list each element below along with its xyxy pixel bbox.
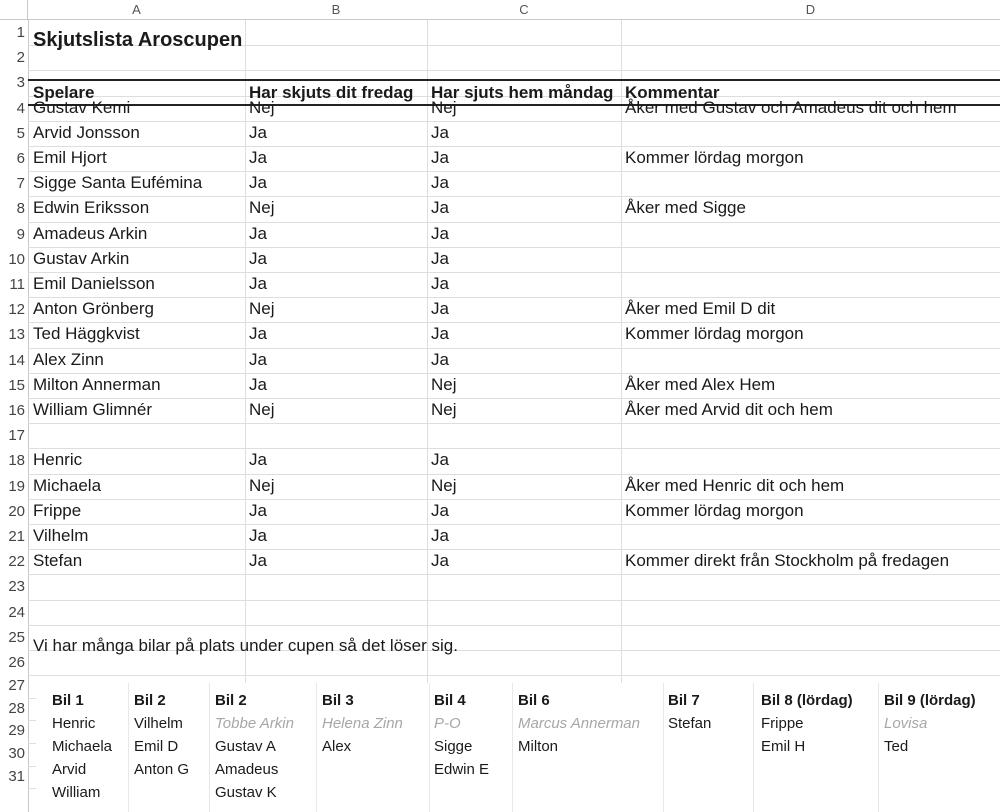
players-mon-cell[interactable]: Ja	[431, 122, 449, 142]
parents-fri-cell[interactable]: Ja	[249, 450, 267, 470]
players-name-cell[interactable]: Emil Hjort	[33, 148, 107, 167]
row-header[interactable]: 16	[8, 402, 25, 419]
row-header[interactable]: 21	[8, 528, 25, 545]
row-header[interactable]: 12	[8, 301, 25, 319]
select-all-corner[interactable]	[0, 0, 28, 20]
row-header[interactable]: 5	[16, 124, 25, 142]
players-mon-cell[interactable]: Ja	[431, 248, 449, 268]
row-header[interactable]: 8	[16, 200, 25, 218]
row-header[interactable]: 20	[8, 502, 25, 520]
parents-mon-cell[interactable]: Ja	[431, 500, 449, 520]
car-row29-cell[interactable]: Milton	[518, 738, 559, 755]
row-header[interactable]: 19	[8, 477, 25, 495]
car-row29-cell[interactable]: Emil D	[134, 738, 179, 755]
car-headers-cell[interactable]: Bil 9 (lördag)	[884, 692, 976, 709]
gridline-horizontal	[28, 698, 36, 699]
players-comment-cell[interactable]: Åker med Alex Hem	[625, 374, 776, 394]
gridline-horizontal	[28, 272, 1000, 273]
car-row29-cell[interactable]: Sigge	[434, 738, 473, 755]
players-name-cell[interactable]: Amadeus Arkin	[33, 223, 148, 243]
gridline-horizontal	[28, 171, 1000, 172]
gridline-horizontal	[28, 373, 1000, 374]
header-spelare[interactable]: Spelare	[33, 83, 95, 102]
players-mon-cell[interactable]: Ja	[431, 349, 449, 369]
row-header[interactable]: 10	[8, 250, 25, 268]
gridline-horizontal	[28, 423, 1000, 424]
players-mon-cell[interactable]: Nej	[431, 374, 457, 394]
players-comment-cell[interactable]: Åker med Emil D dit	[625, 299, 776, 319]
row-header[interactable]: 30	[8, 745, 25, 762]
gridline-horizontal	[28, 625, 1000, 626]
row-header[interactable]: 1	[16, 24, 25, 41]
gridline-horizontal	[28, 788, 36, 789]
car-drivers-cell[interactable]: Marcus Annerman	[518, 715, 640, 732]
gridline-vertical	[427, 20, 428, 683]
header-fredag[interactable]: Har skjuts dit fredag	[249, 83, 414, 102]
car-headers-cell[interactable]: Bil 4	[434, 692, 466, 709]
players-fri-cell[interactable]: Ja	[249, 248, 267, 268]
parents-comment-cell[interactable]: Åker med Henric dit och hem	[625, 475, 845, 495]
players-name-cell[interactable]: William Glimnér	[33, 400, 152, 419]
parents-name-cell[interactable]: Henric	[33, 450, 83, 470]
row-header[interactable]: 15	[8, 376, 25, 394]
players-name-cell[interactable]: Sigge Santa Eufémina	[33, 173, 203, 193]
gridline-horizontal	[28, 121, 1000, 122]
header-mandag[interactable]: Har sjuts hem måndag	[431, 83, 614, 102]
parents-fri-cell[interactable]: Nej	[249, 475, 275, 495]
car-row29-cell[interactable]: Michaela	[52, 738, 113, 755]
players-mon-cell[interactable]: Nej	[431, 400, 457, 419]
car-row31-cell[interactable]: Gustav K	[215, 784, 277, 801]
car-headers-cell[interactable]: Bil 2	[134, 692, 166, 709]
table-divider	[209, 683, 210, 812]
column-header-a[interactable]: A	[28, 0, 245, 20]
parents-fri-cell[interactable]: Ja	[249, 526, 267, 545]
gridline-horizontal	[28, 743, 36, 744]
parents-fri-cell[interactable]: Ja	[249, 551, 267, 571]
players-name-cell[interactable]: Ted Häggkvist	[33, 324, 140, 344]
row-header[interactable]: 3	[16, 74, 25, 92]
players-mon-cell[interactable]: Ja	[431, 198, 449, 218]
players-fri-cell[interactable]: Nej	[249, 97, 275, 117]
parents-mon-cell[interactable]: Ja	[431, 526, 449, 545]
car-headers-cell[interactable]: Bil 3	[322, 692, 354, 709]
car-drivers-cell[interactable]: Frippe	[761, 715, 804, 732]
parents-fri-cell[interactable]: Ja	[249, 500, 267, 520]
car-drivers-cell[interactable]: Lovisa	[884, 715, 928, 732]
players-name-cell[interactable]: Milton Annerman	[33, 374, 161, 394]
car-headers-cell[interactable]: Bil 8 (lördag)	[761, 692, 853, 709]
players-fri-cell[interactable]: Ja	[249, 274, 267, 293]
gridline-horizontal	[28, 196, 1000, 197]
gridline-vertical	[621, 20, 622, 683]
players-mon-cell[interactable]: Ja	[431, 223, 449, 243]
row-header-divider	[28, 20, 29, 812]
car-drivers-cell[interactable]: Helena Zinn	[322, 715, 403, 732]
row-header[interactable]: 11	[9, 276, 25, 293]
gridline-horizontal	[28, 70, 1000, 71]
players-mon-cell[interactable]: Ja	[431, 299, 449, 319]
car-drivers-cell[interactable]: Vilhelm	[134, 715, 183, 732]
gridline-horizontal	[28, 524, 1000, 525]
gridline-horizontal	[28, 574, 1000, 575]
gridline-horizontal	[28, 600, 1000, 601]
column-header-d[interactable]: D	[621, 0, 1000, 20]
car-row31-cell[interactable]: William	[52, 784, 101, 801]
players-name-cell[interactable]: Edwin Eriksson	[33, 198, 150, 218]
gridline-horizontal	[28, 448, 1000, 449]
players-name-cell[interactable]: Anton Grönberg	[33, 299, 154, 319]
row-header[interactable]: 31	[8, 767, 25, 785]
players-comment-cell[interactable]: Åker med Sigge	[625, 198, 746, 218]
car-drivers-cell[interactable]: Tobbe Arkin	[215, 715, 294, 732]
row-header[interactable]: 29	[8, 722, 25, 740]
car-row30-cell[interactable]: Edwin E	[434, 761, 490, 778]
gridline-horizontal	[28, 348, 1000, 349]
parents-name-cell[interactable]: Michaela	[33, 475, 102, 495]
table-divider	[753, 683, 754, 812]
players-fri-cell[interactable]: Nej	[249, 400, 275, 419]
gridline-horizontal	[28, 474, 1000, 475]
players-fri-cell[interactable]: Ja	[249, 324, 267, 344]
players-fri-cell[interactable]: Ja	[249, 173, 267, 193]
gridline-horizontal	[28, 549, 1000, 550]
parents-comment-cell[interactable]: Kommer lördag morgon	[625, 500, 804, 520]
gridline-horizontal	[28, 720, 36, 721]
table-divider	[878, 683, 879, 812]
players-fri-cell[interactable]: Nej	[249, 299, 275, 319]
sheet-title[interactable]: Skjutslista Aroscupen	[33, 29, 243, 51]
car-headers-cell[interactable]: Bil 1	[52, 692, 84, 709]
parents-mon-cell[interactable]: Ja	[431, 551, 449, 571]
row-header[interactable]: 17	[8, 427, 25, 445]
players-mon-cell[interactable]: Ja	[431, 173, 449, 193]
gridline-vertical	[245, 20, 246, 683]
table-divider	[128, 683, 129, 812]
car-headers-cell[interactable]: Bil 6	[518, 692, 550, 709]
row-header[interactable]: 23	[8, 578, 25, 596]
players-mon-cell[interactable]: Nej	[431, 97, 457, 117]
players-fri-cell[interactable]: Ja	[249, 374, 267, 394]
car-row29-cell[interactable]: Alex	[322, 738, 352, 755]
players-fri-cell[interactable]: Nej	[249, 198, 275, 218]
row-header[interactable]: 18	[8, 452, 25, 470]
gridline-horizontal	[28, 247, 1000, 248]
players-name-cell[interactable]: Gustav Kemi	[33, 97, 131, 117]
row-header[interactable]: 27	[8, 677, 25, 695]
car-headers-cell[interactable]: Bil 2	[215, 692, 247, 709]
table-divider	[512, 683, 513, 812]
players-fri-cell[interactable]: Ja	[249, 223, 267, 243]
note-cell[interactable]: Vi har många bilar på plats under cupen så det löser sig.	[33, 636, 458, 655]
row-header[interactable]: 22	[8, 553, 25, 571]
gridline-horizontal	[28, 146, 1000, 147]
car-row30-cell[interactable]: Arvid	[52, 761, 87, 778]
gridline-horizontal	[28, 766, 36, 767]
players-fri-cell[interactable]: Ja	[249, 148, 267, 167]
car-row29-cell[interactable]: Gustav A	[215, 738, 276, 755]
car-row29-cell[interactable]: Ted	[884, 738, 909, 755]
parents-mon-cell[interactable]: Nej	[431, 475, 457, 495]
car-drivers-cell[interactable]: Henric	[52, 715, 96, 732]
car-row30-cell[interactable]: Amadeus	[215, 761, 279, 778]
table-divider	[429, 683, 430, 812]
players-name-cell[interactable]: Arvid Jonsson	[33, 122, 140, 142]
row-header[interactable]: 7	[16, 175, 25, 193]
parents-name-cell[interactable]: Stefan	[33, 551, 83, 571]
gridline-horizontal	[28, 322, 1000, 323]
players-mon-cell[interactable]: Ja	[431, 148, 449, 167]
column-header-b[interactable]: B	[245, 0, 427, 20]
row-header[interactable]: 4	[16, 99, 25, 117]
parents-comment-cell[interactable]: Kommer direkt från Stockholm på fredagen	[625, 551, 950, 571]
row-header[interactable]: 6	[16, 150, 25, 167]
players-comment-cell[interactable]: Kommer lördag morgon	[625, 324, 804, 344]
parents-name-cell[interactable]: Vilhelm	[33, 526, 89, 545]
row-header[interactable]: 14	[8, 351, 25, 369]
players-name-cell[interactable]: Alex Zinn	[33, 349, 104, 369]
row-header[interactable]: 13	[8, 326, 25, 344]
parents-mon-cell[interactable]: Ja	[431, 450, 449, 470]
players-name-cell[interactable]: Emil Danielsson	[33, 274, 155, 293]
row-header[interactable]: 24	[8, 603, 25, 621]
column-header-c[interactable]: C	[427, 0, 621, 20]
players-mon-cell[interactable]: Ja	[431, 324, 449, 344]
car-row29-cell[interactable]: Emil H	[761, 738, 806, 755]
players-name-cell[interactable]: Gustav Arkin	[33, 248, 130, 268]
header-top-border	[28, 79, 1000, 81]
players-comment-cell[interactable]: Åker med Arvid dit och hem	[625, 400, 833, 419]
row-header[interactable]: 28	[8, 699, 25, 717]
header-kommentar[interactable]: Kommentar	[625, 83, 720, 102]
row-header[interactable]: 2	[16, 49, 25, 67]
row-header[interactable]: 26	[8, 654, 25, 671]
players-fri-cell[interactable]: Ja	[249, 349, 267, 369]
car-headers-cell[interactable]: Bil 7	[668, 692, 700, 709]
parents-name-cell[interactable]: Frippe	[33, 500, 82, 520]
players-fri-cell[interactable]: Ja	[249, 122, 267, 142]
gridline-horizontal	[28, 297, 1000, 298]
car-row30-cell[interactable]: Anton G	[134, 761, 190, 778]
car-drivers-cell[interactable]: P-O	[434, 715, 461, 732]
car-drivers-cell[interactable]: Stefan	[668, 715, 712, 732]
gridline-horizontal	[28, 398, 1000, 399]
gridline-horizontal	[28, 222, 1000, 223]
players-comment-cell[interactable]: Åker med Gustav och Amadeus dit och hem	[625, 97, 957, 117]
gridline-horizontal	[28, 499, 1000, 500]
players-comment-cell[interactable]: Kommer lördag morgon	[625, 148, 804, 167]
table-divider	[316, 683, 317, 812]
row-header[interactable]: 9	[16, 225, 25, 243]
gridline-horizontal	[28, 675, 1000, 676]
table-divider	[663, 683, 664, 812]
players-mon-cell[interactable]: Ja	[431, 274, 449, 293]
row-header[interactable]: 25	[8, 628, 25, 646]
